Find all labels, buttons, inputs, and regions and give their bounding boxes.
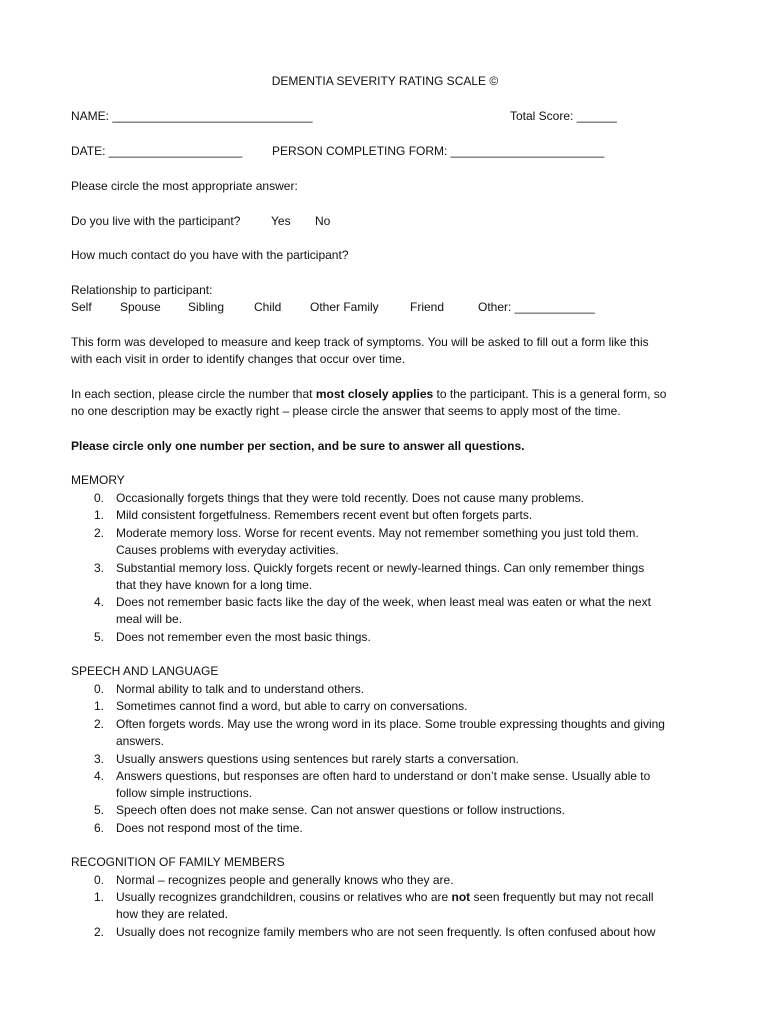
speech-option-number[interactable]: 5.: [93, 803, 104, 817]
name-field[interactable]: NAME: ______________________________: [71, 109, 313, 123]
instruction-text: [71, 386, 666, 403]
memory-option-number[interactable]: 1.: [93, 508, 104, 522]
memory-option-text: Moderate memory loss. Worse for recent events. May not remember something you just told them.: [116, 526, 639, 540]
recognition-heading: RECOGNITION OF FAMILY MEMBERS: [71, 855, 285, 869]
relationship-option[interactable]: Spouse: [120, 300, 161, 314]
instruction-emphasis: most closely applies: [315, 387, 434, 401]
recognition-option-number[interactable]: 1.: [93, 890, 104, 904]
contact-question: How much contact do you have with the participant?: [71, 248, 349, 262]
speech-option-text: Usually answers questions using sentences but rarely starts a conversation.: [116, 752, 519, 766]
total-score-field[interactable]: Total Score: ______: [510, 109, 617, 123]
date-field[interactable]: DATE: ____________________: [71, 144, 243, 158]
form-title: DEMENTIA SEVERITY RATING SCALE ©: [271, 74, 499, 88]
memory-option-text: Causes problems with everyday activities.: [116, 543, 339, 557]
live-yes-option[interactable]: Yes: [271, 214, 291, 228]
recognition-option-number[interactable]: 0.: [93, 873, 104, 887]
speech-option-text: Does not respond most of the time.: [116, 821, 303, 835]
purpose-text: This form was developed to measure and keep track of symptoms. You will be asked to fill out a form like this: [71, 335, 649, 349]
speech-option-number[interactable]: 4.: [93, 769, 104, 783]
recognition-option-text: how they are related.: [116, 907, 229, 921]
memory-option-text: Occasionally forgets things that they were told recently. Does not cause many problems.: [116, 491, 585, 505]
recognition-option-text: Usually does not recognize family members who are not seen frequently. Is often confused about how: [116, 925, 656, 939]
speech-option-text: Sometimes cannot find a word, but able to carry on conversations.: [116, 699, 468, 713]
purpose-text: with each visit in order to identify changes that occur over time.: [71, 352, 406, 366]
relationship-option[interactable]: Self: [71, 300, 92, 314]
speech-option-text: follow simple instructions.: [116, 786, 253, 800]
relationship-option[interactable]: Sibling: [188, 300, 225, 314]
recognition-text-part: Usually recognizes grandchildren, cousins or relatives who are: [116, 890, 452, 904]
memory-option-text: Mild consistent forgetfulness. Remembers recent event but often forgets parts.: [116, 508, 533, 522]
memory-option-text: Does not remember basic facts like the day of the week, when least meal was eaten or what the next: [116, 595, 651, 609]
speech-option-text: Speech often does not make sense. Can not answer questions or follow instructions.: [116, 803, 565, 817]
recognition-option-number[interactable]: 2.: [93, 925, 104, 939]
memory-option-number[interactable]: 5.: [93, 630, 104, 644]
speech-heading: SPEECH AND LANGUAGE: [71, 664, 219, 678]
speech-option-number[interactable]: 6.: [93, 821, 104, 835]
relationship-option[interactable]: Other Family: [310, 300, 379, 314]
instruction-text: no one description may be exactly right – please circle the answer that seems to apply most of the time.: [71, 404, 621, 418]
memory-option-text: Substantial memory loss. Quickly forgets recent or newly-learned things. Can only remember things: [116, 561, 645, 575]
recognition-emphasis: not: [451, 890, 471, 904]
relationship-option[interactable]: Other: ____________: [478, 300, 595, 314]
speech-option-text: Answers questions, but responses are often hard to understand or don’t make sense. Usually able to: [116, 769, 651, 783]
memory-option-text: that they have known for a long time.: [116, 578, 313, 592]
relationship-option[interactable]: Friend: [410, 300, 445, 314]
memory-option-number[interactable]: 2.: [93, 526, 104, 540]
memory-option-number[interactable]: 4.: [93, 595, 104, 609]
memory-option-number[interactable]: 0.: [93, 491, 104, 505]
speech-option-number[interactable]: 2.: [93, 717, 104, 731]
speech-option-text: Often forgets words. May use the wrong word in its place. Some trouble expressing thoughts and giving: [116, 717, 665, 731]
memory-option-text: meal will be.: [116, 612, 183, 626]
recognition-text-part: seen frequently but may not recall: [470, 890, 654, 904]
speech-option-number[interactable]: 0.: [93, 682, 104, 696]
relationship-option[interactable]: Child: [254, 300, 282, 314]
speech-option-number[interactable]: 1.: [93, 699, 104, 713]
relationship-label: Relationship to participant:: [71, 283, 213, 297]
recognition-option-text: [116, 889, 654, 906]
memory-heading: MEMORY: [71, 473, 125, 487]
live-with-question: Do you live with the participant?: [71, 214, 241, 228]
instruction-text-part: In each section, please circle the number that: [71, 387, 316, 401]
speech-option-number[interactable]: 3.: [93, 752, 104, 766]
live-no-option[interactable]: No: [315, 214, 331, 228]
bold-instruction: Please circle only one number per section, and be sure to answer all questions.: [71, 439, 525, 453]
speech-option-text: Normal ability to talk and to understand others.: [116, 682, 365, 696]
recognition-option-text: Normal – recognizes people and generally knows who they are.: [116, 873, 454, 887]
speech-option-text: answers.: [116, 734, 165, 748]
memory-option-text: Does not remember even the most basic things.: [116, 630, 371, 644]
circle-prompt: Please circle the most appropriate answer:: [71, 179, 298, 193]
instruction-text-part: to the participant. This is a general form, so: [433, 387, 667, 401]
person-completing-field[interactable]: PERSON COMPLETING FORM: _______________________: [272, 144, 605, 158]
memory-option-number[interactable]: 3.: [93, 561, 104, 575]
